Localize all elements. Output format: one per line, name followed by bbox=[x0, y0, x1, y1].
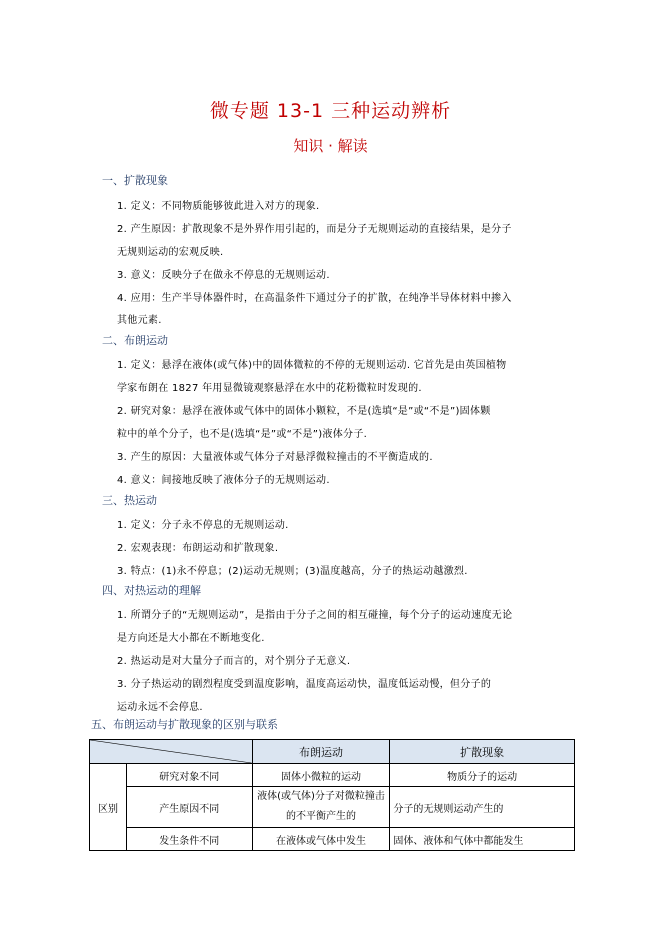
paragraph-line: 1. 定义：不同物质能够彼此进入对方的现象. bbox=[117, 201, 320, 212]
paragraph-line: 4. 意义：间接地反映了液体分子的无规则运动. bbox=[117, 475, 330, 486]
brownian-cell: 固体小微粒的运动 bbox=[252, 764, 390, 787]
comparison-table bbox=[89, 739, 575, 851]
paragraph-line: 无规则运动的宏观反映. bbox=[117, 247, 224, 258]
section-heading: 五、布朗运动与扩散现象的区别与联系 bbox=[91, 718, 278, 731]
brownian-cell: 液体(或气体)分子对微粒撞击的不平衡产生的 bbox=[252, 787, 390, 828]
column-header-brownian: 布朗运动 bbox=[252, 740, 390, 764]
paragraph-line: 其他元素. bbox=[117, 315, 162, 326]
paragraph-line: 学家布朗在 1827 年用显微镜观察悬浮在水中的花粉微粒时发现的. bbox=[117, 383, 422, 394]
diagonal-header-cell bbox=[90, 740, 253, 764]
paragraph-line: 3. 分子热运动的剧烈程度受到温度影响，温度高运动快，温度低运动慢，但分子的 bbox=[117, 679, 492, 690]
section-heading: 一、扩散现象 bbox=[102, 174, 168, 187]
paragraph-line: 2. 宏观表现：布朗运动和扩散现象. bbox=[117, 543, 279, 554]
table-row bbox=[90, 787, 575, 828]
paragraph-line: 粒中的单个分子，也不是(选填“是”或“不是”)液体分子. bbox=[117, 429, 368, 440]
paragraph-line: 2. 热运动是对大量分子而言的，对个别分子无意义. bbox=[117, 656, 351, 667]
aspect-cell: 研究对象不同 bbox=[126, 764, 252, 787]
diffusion-cell: 分子的无规则运动产生的 bbox=[390, 787, 575, 828]
table-row bbox=[90, 828, 575, 851]
column-header-diffusion: 扩散现象 bbox=[390, 740, 575, 764]
group-label-cell: 区别 bbox=[90, 764, 127, 851]
paragraph-line: 3. 产生的原因：大量液体或气体分子对悬浮微粒撞击的不平衡造成的. bbox=[117, 452, 433, 463]
table-row bbox=[90, 764, 575, 787]
paragraph-line: 3. 意义：反映分子在做永不停息的无规则运动. bbox=[117, 270, 330, 281]
aspect-cell: 发生条件不同 bbox=[126, 828, 252, 851]
section-heading: 三、热运动 bbox=[102, 494, 157, 507]
paragraph-line: 4. 应用：生产半导体器件时，在高温条件下通过分子的扩散，在纯净半导体材料中掺入 bbox=[117, 293, 512, 304]
aspect-cell: 产生原因不同 bbox=[126, 787, 252, 828]
paragraph-line: 1. 定义：分子永不停息的无规则运动. bbox=[117, 520, 289, 531]
paragraph-line: 1. 所谓分子的“无规则运动”，是指由于分子之间的相互碰撞，每个分子的运动速度无论 bbox=[117, 610, 513, 621]
page-title: 微专题 13-1 三种运动辨析 bbox=[209, 100, 452, 122]
section-heading: 二、布朗运动 bbox=[102, 334, 168, 347]
table-header-row bbox=[90, 740, 575, 764]
section-heading: 四、对热运动的理解 bbox=[102, 584, 201, 597]
diffusion-cell: 物质分子的运动 bbox=[390, 764, 575, 787]
paragraph-line: 是方向还是大小都在不断地变化. bbox=[117, 633, 265, 644]
paragraph-line: 2. 研究对象：悬浮在液体或气体中的固体小颗粒，不是(选填“是”或“不是”)固体颗 bbox=[117, 406, 491, 417]
brownian-cell: 在液体或气体中发生 bbox=[252, 828, 390, 851]
page-subtitle: 知识 · 解读 bbox=[293, 137, 368, 155]
paragraph-line: 3. 特点：(1)永不停息；(2)运动无规则；(3)温度越高，分子的热运动越激烈. bbox=[117, 566, 468, 577]
paragraph-line: 1. 定义：悬浮在液体(或气体)中的固体微粒的不停的无规则运动. 它首先是由英国植物 bbox=[117, 360, 507, 371]
diagonal-line bbox=[90, 740, 252, 763]
paragraph-line: 2. 产生原因：扩散现象不是外界作用引起的，而是分子无规则运动的直接结果，是分子 bbox=[117, 224, 512, 235]
paragraph-line: 运动永远不会停息. bbox=[117, 702, 203, 713]
diffusion-cell: 固体、液体和气体中都能发生 bbox=[390, 828, 575, 851]
